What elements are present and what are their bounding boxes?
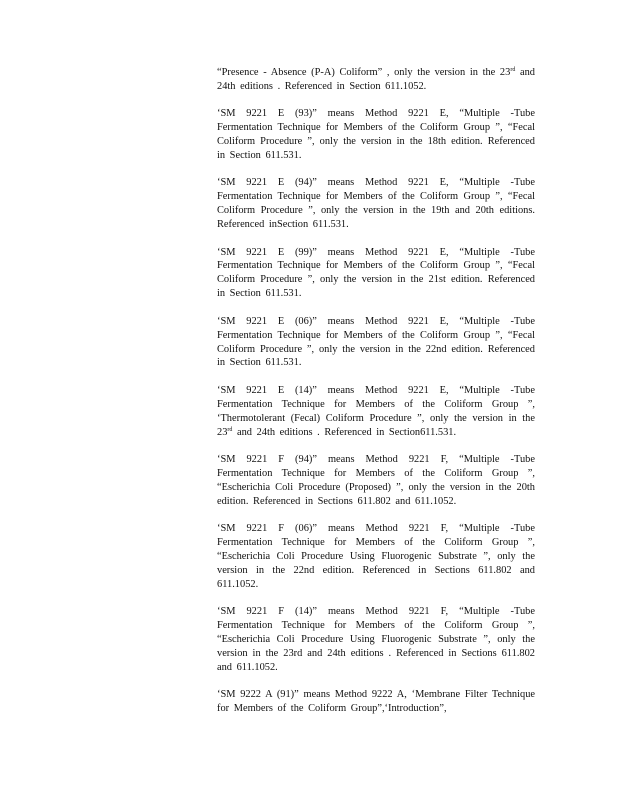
definition-paragraph	[217, 688, 535, 716]
definition-paragraph	[217, 246, 535, 302]
paragraph-text: ‘SM 9221 F (94)” means Method 9221 F, “Multiple -Tube Fermentation Technique for Members of the Coliform Group ”, “Escherichia Coli Procedure (Proposed) ”, only the version in the 20th edition. Referenced in Sections 611.802 and 611.1052.	[217, 453, 535, 507]
definition-paragraph	[217, 176, 535, 232]
definition-paragraph	[217, 453, 535, 509]
definition-paragraph	[217, 522, 535, 592]
definition-paragraph	[217, 315, 535, 371]
definition-paragraph	[217, 384, 535, 440]
text-column	[217, 66, 535, 729]
superscript: rd	[227, 426, 233, 433]
definition-paragraph	[217, 66, 535, 94]
paragraph-text: “Presence - Absence (P-A) Coliform” , only the version in the 23	[217, 67, 511, 78]
paragraph-text: and 24th editions . Referenced in Section611.531.	[232, 426, 457, 438]
paragraph-text: ‘SM 9221 E (99)” means Method 9221 E, “Multiple -Tube Fermentation Technique for Members of the Coliform Group ”, “Fecal Coliform Procedure ”, only the version in the 21st edition. Referenced in Section 611.531.	[217, 246, 535, 300]
paragraph-text: ‘SM 9222 A (91)” means Method 9222 A, ‘Membrane Filter Technique for Members of the Coliform Group”,‘Introduction”,	[217, 689, 535, 715]
superscript: rd	[510, 67, 516, 73]
paragraph-text: and 24th editions . Referenced in Section 611.1052.	[217, 67, 535, 92]
paragraph-text: ‘SM 9221 E (93)” means Method 9221 E, “Multiple -Tube Fermentation Technique for Members of the Coliform Group ”, “Fecal Coliform Procedure ”, only the version in the 18th edition. Referenced in Section 611.531.	[217, 108, 535, 162]
paragraph-text: ‘SM 9221 F (06)” means Method 9221 F, “Multiple -Tube Fermentation Technique for Members of the Coliform Group ”, “Escherichia Coli Procedure Using Fluorogenic Substrate ”, only the version in the 22nd edition. Referenced in Sections 611.802 and 611.1052.	[217, 523, 535, 590]
paragraph-text: ‘SM 9221 E (94)” means Method 9221 E, “Multiple -Tube Fermentation Technique for Members of the Coliform Group ”, “Fecal Coliform Procedure ”, only the version in the 19th and 20th editions. Referenced inSection 611.531.	[217, 177, 535, 231]
definition-paragraph	[217, 107, 535, 163]
paragraph-text: ‘SM 9221 E (14)” means Method 9221 E, “Multiple -Tube Fermentation Technique for Members of the Coliform Group ”, ‘Thermotolerant (Fecal) Coliform Procedure ”, only the version in the 23	[217, 384, 535, 438]
paragraph-text: ‘SM 9221 F (14)” means Method 9221 F, “Multiple -Tube Fermentation Technique for Members of the Coliform Group ”, “Escherichia Coli Procedure Using Fluorogenic Substrate ”, only the version in the 23rd and 24th editions . Referenced in Sections 611.802 and 611.1052.	[217, 606, 535, 673]
definition-paragraph	[217, 605, 535, 675]
paragraph-text: ‘SM 9221 E (06)” means Method 9221 E, “Multiple -Tube Fermentation Technique for Members of the Coliform Group ”, “Fecal Coliform Procedure ”, only the version in the 22nd edition. Referenced in Section 611.531.	[217, 315, 535, 369]
